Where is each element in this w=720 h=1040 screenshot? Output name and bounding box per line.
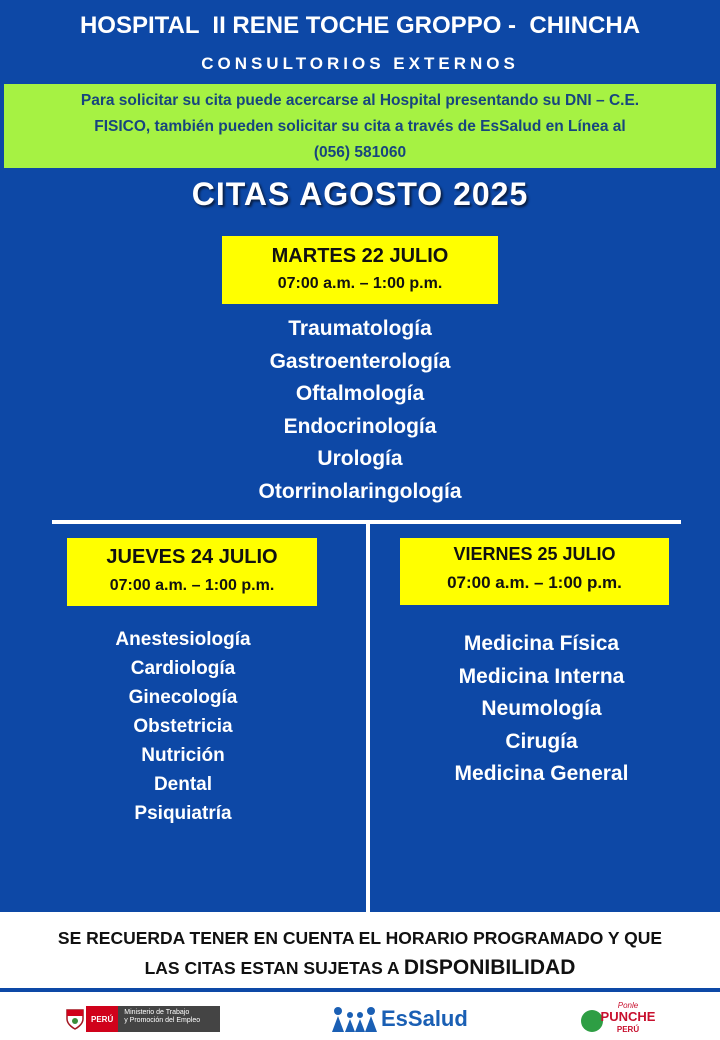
specialty-item: Endocrinología: [283, 414, 437, 438]
specialty-item: Neumología: [481, 697, 602, 720]
ministry-name: [118, 1006, 220, 1032]
hours-label: 07:00 a.m. – 1:00 p.m.: [447, 573, 622, 592]
punche-main-text: PUNCHE: [600, 1009, 656, 1024]
family-icon: [330, 1005, 378, 1033]
peru-crest-icon: [64, 1006, 86, 1032]
reminder-banner: [0, 912, 720, 988]
specialty-item: Oftalmología: [295, 382, 425, 405]
reminder-line-2: [0, 953, 720, 983]
specialty-list-viernes: [400, 628, 683, 791]
hours-label: 07:00 a.m. – 1:00 p.m.: [277, 275, 443, 292]
ministry-logo: [64, 1006, 220, 1032]
ministry-name-line-2: y Promoción del Empleo: [124, 1017, 201, 1024]
notice-line-3: (056) 581060: [313, 144, 407, 161]
specialty-item: Cirugía: [505, 729, 578, 753]
specialty-item: Psiquiatría: [134, 803, 232, 824]
notice-line-1: Para solicitar su cita puede acercarse al Hospital presentando su DNI – C.E.: [80, 92, 640, 109]
main-heading: CITAS AGOSTO 2025: [191, 176, 529, 212]
specialty-item: Anestesiología: [115, 629, 251, 650]
punche-bottom-text: PERÚ: [616, 1025, 640, 1034]
essalud-logo: [330, 1004, 468, 1034]
date-label: VIERNES 25 JULIO: [453, 544, 616, 564]
specialty-item: Traumatología: [288, 317, 432, 340]
date-label: JUEVES 24 JULIO: [106, 546, 278, 568]
date-box-jueves: [67, 538, 317, 606]
specialty-item: Medicina Interna: [458, 664, 625, 688]
specialty-list-jueves: [60, 625, 306, 828]
specialty-item: Cardiología: [130, 658, 236, 679]
department-subtitle: CONSULTORIOS EXTERNOS: [201, 54, 519, 73]
date-box-martes: [222, 236, 498, 304]
reminder-line-2-text: LAS CITAS ESTAN SUJETAS A: [144, 958, 404, 978]
specialty-item: Medicina Física: [463, 632, 620, 655]
specialty-item: Obstetricia: [133, 716, 233, 737]
specialty-item: Otorrinolaringología: [258, 479, 462, 503]
specialty-item: Medicina General: [454, 762, 629, 785]
specialty-item: Urología: [317, 447, 403, 470]
vertical-divider: [366, 522, 370, 912]
specialty-item: Gastroenterología: [269, 349, 451, 373]
appointment-notice: [4, 84, 716, 168]
ponle-punche-peru-logo: [578, 999, 660, 1037]
essalud-wordmark: EsSalud: [381, 1006, 468, 1031]
availability-emphasis: DISPONIBILIDAD: [403, 956, 576, 979]
specialty-item: Nutrición: [141, 745, 225, 766]
ministry-name-line-1: Ministerio de Trabajo: [124, 1009, 190, 1016]
punche-top-text: Ponle: [617, 1001, 639, 1010]
reminder-line-1: SE RECUERDA TENER EN CUENTA EL HORARIO PROGRAMADO Y QUE: [57, 928, 663, 948]
hospital-title: HOSPITAL II RENE TOCHE GROPPO - CHINCHA: [79, 12, 641, 39]
specialty-item: Ginecología: [128, 687, 238, 708]
notice-line-2: FISICO, también pueden solicitar su cita a través de EsSalud en Línea al: [94, 118, 626, 135]
hours-label: 07:00 a.m. – 1:00 p.m.: [109, 577, 275, 594]
peru-label: PERÚ: [86, 1006, 118, 1032]
specialty-list-martes: [220, 313, 500, 508]
specialty-item: Dental: [153, 774, 213, 795]
date-label: MARTES 22 JULIO: [271, 245, 449, 267]
date-box-viernes: [400, 538, 669, 605]
